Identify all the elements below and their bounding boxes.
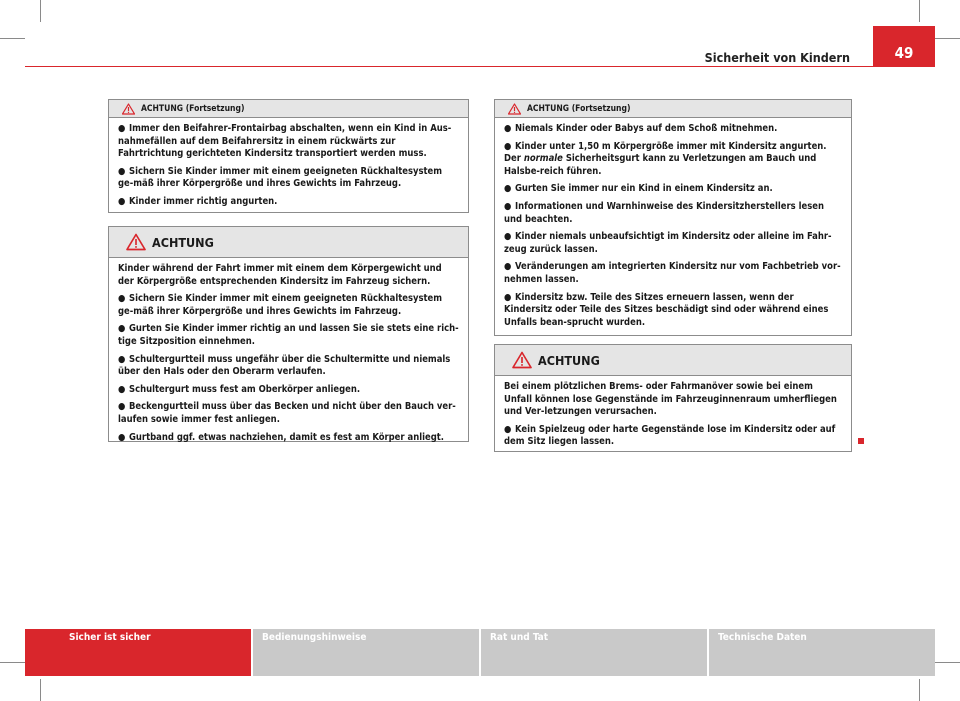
warning-box-body (495, 376, 851, 453)
emphasis-text: normale (523, 153, 563, 165)
warning-icon (126, 233, 146, 251)
list-item: ● Schultergurtteil muss ungefähr über die Schultermitte und niemals über den Hals oder den Oberarm verlaufen. (118, 353, 451, 378)
tab-sicher-ist-sicher[interactable]: Sicher ist sicher (25, 629, 251, 676)
warning-box-header (109, 227, 468, 258)
list-item: ● Beckengurtteil muss über das Becken und nicht über den Bauch ver-laufen sowie immer fest anliegen. (118, 401, 456, 425)
page-number-text: 49 (894, 44, 914, 62)
crop-mark (0, 38, 25, 39)
tab-rat-und-tat[interactable]: Rat und Tat (481, 629, 707, 676)
crop-mark (919, 0, 920, 22)
warning-box-continued-right (494, 99, 852, 336)
list-item: ● Gurten Sie Kinder immer richtig an und lassen Sie sie stets eine rich-tige Sitzposition einnehmen. (118, 323, 459, 347)
list-item: ● Sichern Sie Kinder immer mit einem geeigneten Rückhaltesystem ge-mäß ihrer Körpergröße und ihres Gewichts im Fahrzeug. (118, 293, 443, 317)
crop-mark (935, 38, 960, 39)
list-item: ● Informationen und Warnhinweise des Kindersitzherstellers lesen und beachten. (504, 200, 824, 225)
header-rule (25, 66, 935, 67)
warning-box-body (495, 118, 851, 333)
list-item: ● Immer den Beifahrer-Frontairbag abschalten, wenn ein Kind in Aus-nahmefällen auf dem Beifahrersitz in einem rückwärts zur Fahrtrichtung gerichteten Kindersitz transportiert werden muss. (118, 123, 452, 160)
list-item: ● Kindersitz bzw. Teile des Sitzes erneuern lassen, wenn der Kindersitz oder Teile des Sitzes beschädigt sind oder während eines Unfalls bean-sprucht wurden. (504, 291, 829, 328)
list-item: ● Kinder niemals unbeaufsichtigt im Kindersitz oder alleine im Fahr-zeug zurück lassen. (504, 231, 832, 255)
page-number (873, 26, 935, 66)
crop-mark (40, 679, 41, 701)
warning-box-title: ACHTUNG (152, 234, 214, 250)
warning-box-title: ACHTUNG (538, 352, 600, 368)
warning-box-continued-left (108, 99, 469, 213)
warning-box-body (109, 258, 468, 448)
intro-text: Bei einem plötzlichen Brems- oder Fahrmanöver sowie bei einem Unfall können lose Gegenstände im Fahrzeuginnenraum umherfliegen und Ver-letzungen verursachen. (504, 381, 837, 418)
crop-mark (40, 0, 41, 22)
list-item: ● Kein Spielzeug oder harte Gegenstände lose im Kindersitz oder auf dem Sitz liegen lassen. (504, 423, 836, 448)
list-item: ● Sichern Sie Kinder immer mit einem geeigneten Rückhaltesystem ge-mäß ihrer Körpergröße und ihres Gewichts im Fahrzeug. (118, 165, 443, 190)
list-item: ● Schultergurt muss fest am Oberkörper anliegen. (118, 383, 361, 395)
list-item: ● Gurten Sie immer nur ein Kind in einem Kindersitz an. (504, 183, 773, 195)
warning-box-title: ACHTUNG (Fortsetzung) (141, 103, 245, 114)
list-item: ● Kinder unter 1,50 m Körpergröße immer mit Kindersitz angurten. Der normale Sicherheitsgurt kann zu Verletzungen am Bauch und Halsbe-reich führen. (504, 140, 827, 177)
footer-nav (25, 629, 935, 676)
list-item: ● Gurtband ggf. etwas nachziehen, damit es fest am Körper anliegt. (118, 431, 444, 443)
tab-bedienungshinweise[interactable]: Bedienungshinweise (253, 629, 479, 676)
warning-box-header (495, 100, 851, 118)
warning-box-left (108, 226, 469, 442)
list-item: ● Veränderungen am integrierten Kindersitz nur vom Fachbetrieb vor-nehmen lassen. (504, 261, 841, 285)
list-item: ● Kinder immer richtig angurten. (118, 195, 278, 207)
warning-box-header (109, 100, 468, 118)
warning-box-title: ACHTUNG (Fortsetzung) (527, 103, 631, 114)
warning-icon (512, 351, 532, 369)
warning-box-right (494, 344, 852, 452)
crop-mark (0, 662, 25, 663)
warning-box-body (109, 118, 468, 213)
crop-mark (935, 662, 960, 663)
warning-icon (122, 103, 135, 115)
tab-technische-daten[interactable]: Technische Daten (709, 629, 935, 676)
warning-icon (508, 103, 521, 115)
intro-text: Kinder während der Fahrt immer mit einem dem Körpergewicht und der Körpergröße entsprechenden Kindersitz im Fahrzeug sichern. (118, 263, 442, 287)
warning-box-header (495, 345, 851, 376)
list-item: ● Niemals Kinder oder Babys auf dem Schoß mitnehmen. (504, 123, 778, 134)
page-title: Sicherheit von Kindern (704, 50, 850, 65)
crop-mark (919, 679, 920, 701)
section-end-marker (858, 438, 864, 444)
